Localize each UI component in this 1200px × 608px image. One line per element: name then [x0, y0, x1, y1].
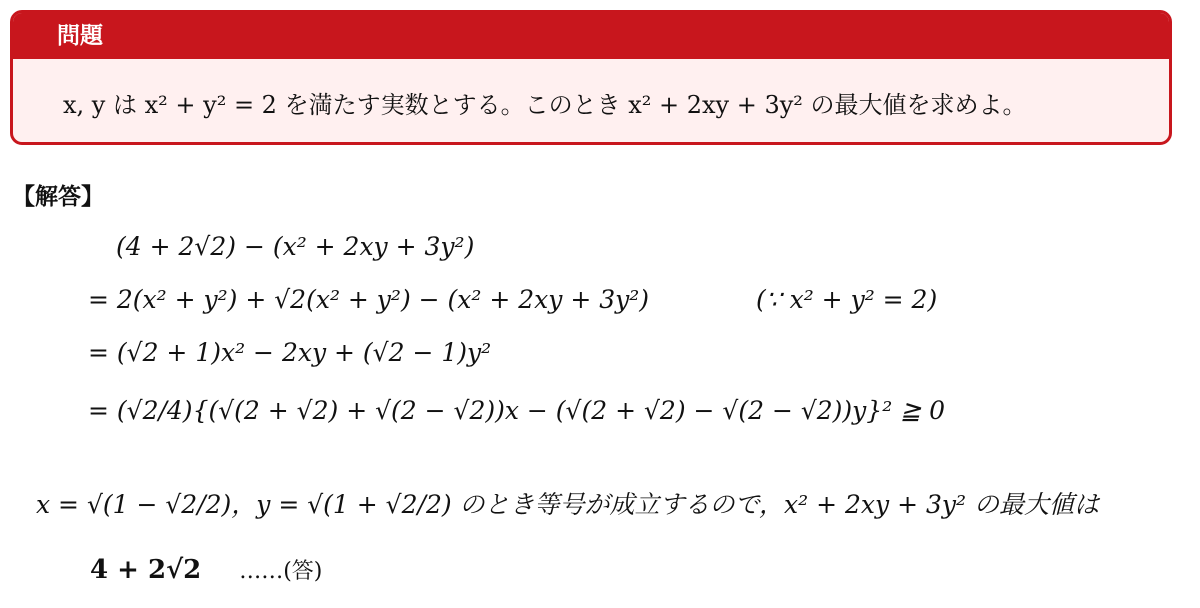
solution-line-4: = (√2/4){(√(2 + √2) + √(2 − √2))x − (√(2 + √2) − √(2 − √2))y}² ≧ 0 [88, 396, 945, 425]
solution-label: 【解答】 [12, 184, 104, 210]
problem-statement: x, y は x² + y² = 2 を満たす実数とする。このとき x² + 2xy + 3y² の最大値を求めよ。 [63, 91, 1027, 119]
final-answer-line [90, 554, 322, 585]
solution-line-1: (4 + 2√2) − (x² + 2xy + 3y²) [116, 232, 475, 261]
problem-header: 問題 [13, 13, 1169, 59]
answer-mark: ……(答) [239, 559, 323, 584]
solution-line-2: = 2(x² + y²) + √2(x² + y²) − (x² + 2xy + 3y²) [88, 285, 650, 314]
final-answer: 4 + 2√2 [90, 555, 202, 585]
equality-condition: x = √(1 − √2/2)，y = √(1 + √2/2) のとき等号が成立するので，x² + 2xy + 3y² の最大値は [36, 490, 1099, 519]
solution-line-3: = (√2 + 1)x² − 2xy + (√2 − 1)y² [88, 338, 492, 367]
solution-reason: (∵ x² + y² = 2) [756, 285, 938, 314]
problem-box [10, 10, 1172, 145]
